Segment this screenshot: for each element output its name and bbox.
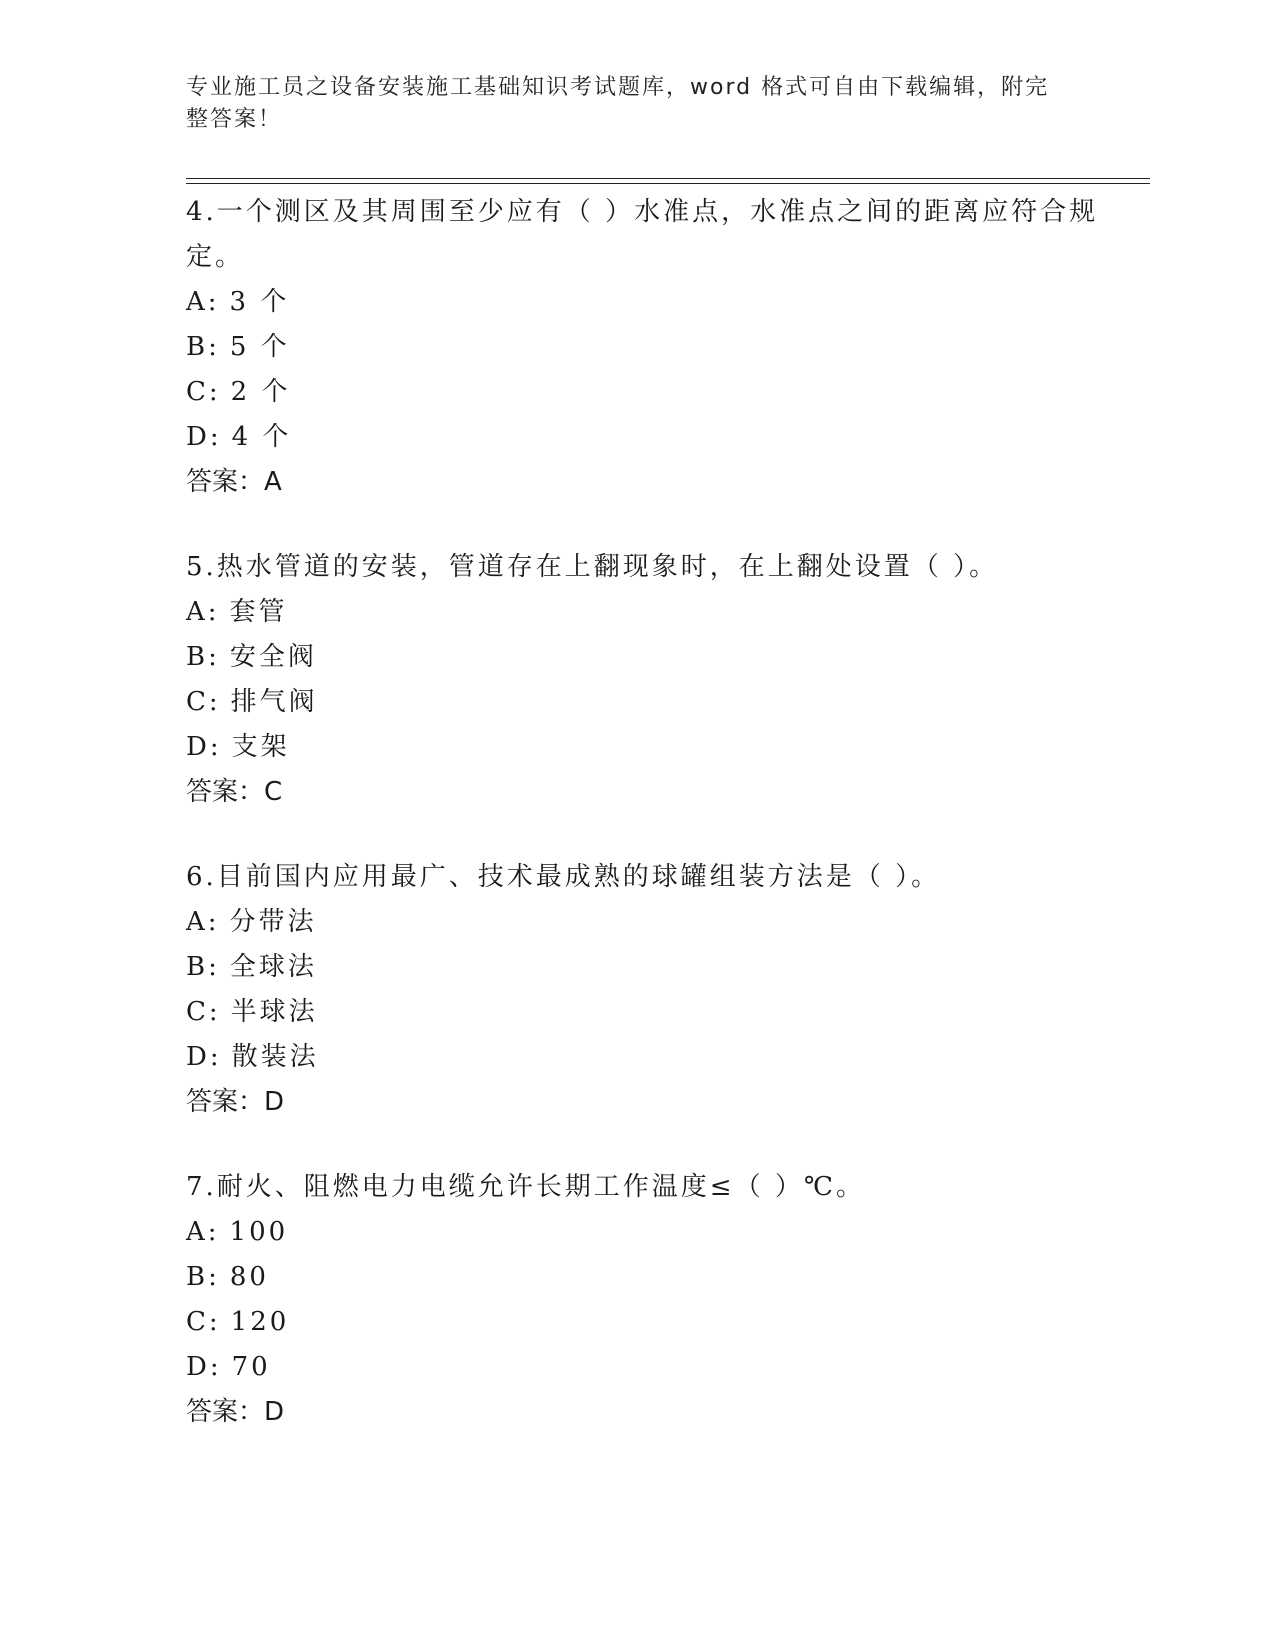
option-letter: A: xyxy=(186,287,220,317)
option-text: 100 xyxy=(229,1217,289,1247)
question-stem: 5.热水管道的安装，管道存在上翻现象时，在上翻处设置（ ）。 xyxy=(186,552,999,582)
option-b xyxy=(186,635,1106,680)
option-text: 120 xyxy=(230,1307,290,1337)
header-divider-bottom xyxy=(186,183,1150,184)
option-letter: C: xyxy=(186,377,221,407)
option-text: 排气阀 xyxy=(230,687,318,717)
question-list xyxy=(186,190,1106,1475)
option-b xyxy=(186,325,1106,370)
document-header: 专业施工员之设备安装施工基础知识考试题库，word 格式可自由下载编辑，附完整答案！ xyxy=(186,75,1050,132)
option-letter: B: xyxy=(186,332,220,362)
answer-line: 答案：D xyxy=(186,1397,285,1427)
option-text: 全球法 xyxy=(229,952,317,982)
option-b xyxy=(186,1255,1106,1300)
option-d xyxy=(186,1035,1106,1080)
option-a xyxy=(186,590,1106,635)
option-letter: B: xyxy=(186,1262,220,1292)
option-text: 2 个 xyxy=(230,377,291,407)
option-text: 半球法 xyxy=(230,997,318,1027)
option-b xyxy=(186,945,1106,990)
question-5 xyxy=(186,545,1106,815)
option-letter: A: xyxy=(186,597,220,627)
option-c xyxy=(186,990,1106,1035)
question-stem: 6.目前国内应用最广、技术最成熟的球罐组装方法是（ ）。 xyxy=(186,862,941,892)
option-a xyxy=(186,280,1106,325)
option-letter: D: xyxy=(186,422,222,452)
answer-line: 答案：D xyxy=(186,1087,285,1117)
option-text: 散装法 xyxy=(231,1042,319,1072)
answer-line: 答案：C xyxy=(186,777,283,807)
option-letter: D: xyxy=(186,732,222,762)
option-letter: B: xyxy=(186,952,220,982)
option-text: 支架 xyxy=(231,732,290,762)
option-d xyxy=(186,415,1106,460)
question-stem: 7.耐火、阻燃电力电缆允许长期工作温度≤（ ）℃。 xyxy=(186,1172,865,1202)
answer-line: 答案：A xyxy=(186,467,282,497)
option-letter: B: xyxy=(186,642,220,672)
option-text: 套管 xyxy=(229,597,288,627)
option-letter: C: xyxy=(186,1307,221,1337)
option-letter: D: xyxy=(186,1042,222,1072)
option-text: 70 xyxy=(231,1352,271,1382)
option-text: 3 个 xyxy=(229,287,290,317)
option-text: 安全阀 xyxy=(229,642,317,672)
option-c xyxy=(186,680,1106,725)
option-letter: C: xyxy=(186,687,221,717)
option-d xyxy=(186,1345,1106,1390)
option-letter: A: xyxy=(186,907,220,937)
option-letter: A: xyxy=(186,1217,220,1247)
question-4 xyxy=(186,190,1106,505)
header-divider-top xyxy=(186,178,1150,179)
question-stem: 4.一个测区及其周围至少应有（ ）水准点，水准点之间的距离应符合规定。 xyxy=(186,197,1099,272)
question-7 xyxy=(186,1165,1106,1435)
option-text: 4 个 xyxy=(231,422,292,452)
option-c xyxy=(186,1300,1106,1345)
option-letter: C: xyxy=(186,997,221,1027)
option-letter: D: xyxy=(186,1352,222,1382)
option-a xyxy=(186,1210,1106,1255)
question-6 xyxy=(186,855,1106,1125)
option-text: 分带法 xyxy=(229,907,317,937)
option-a xyxy=(186,900,1106,945)
option-text: 80 xyxy=(229,1262,269,1292)
option-text: 5 个 xyxy=(229,332,290,362)
option-c xyxy=(186,370,1106,415)
option-d xyxy=(186,725,1106,770)
